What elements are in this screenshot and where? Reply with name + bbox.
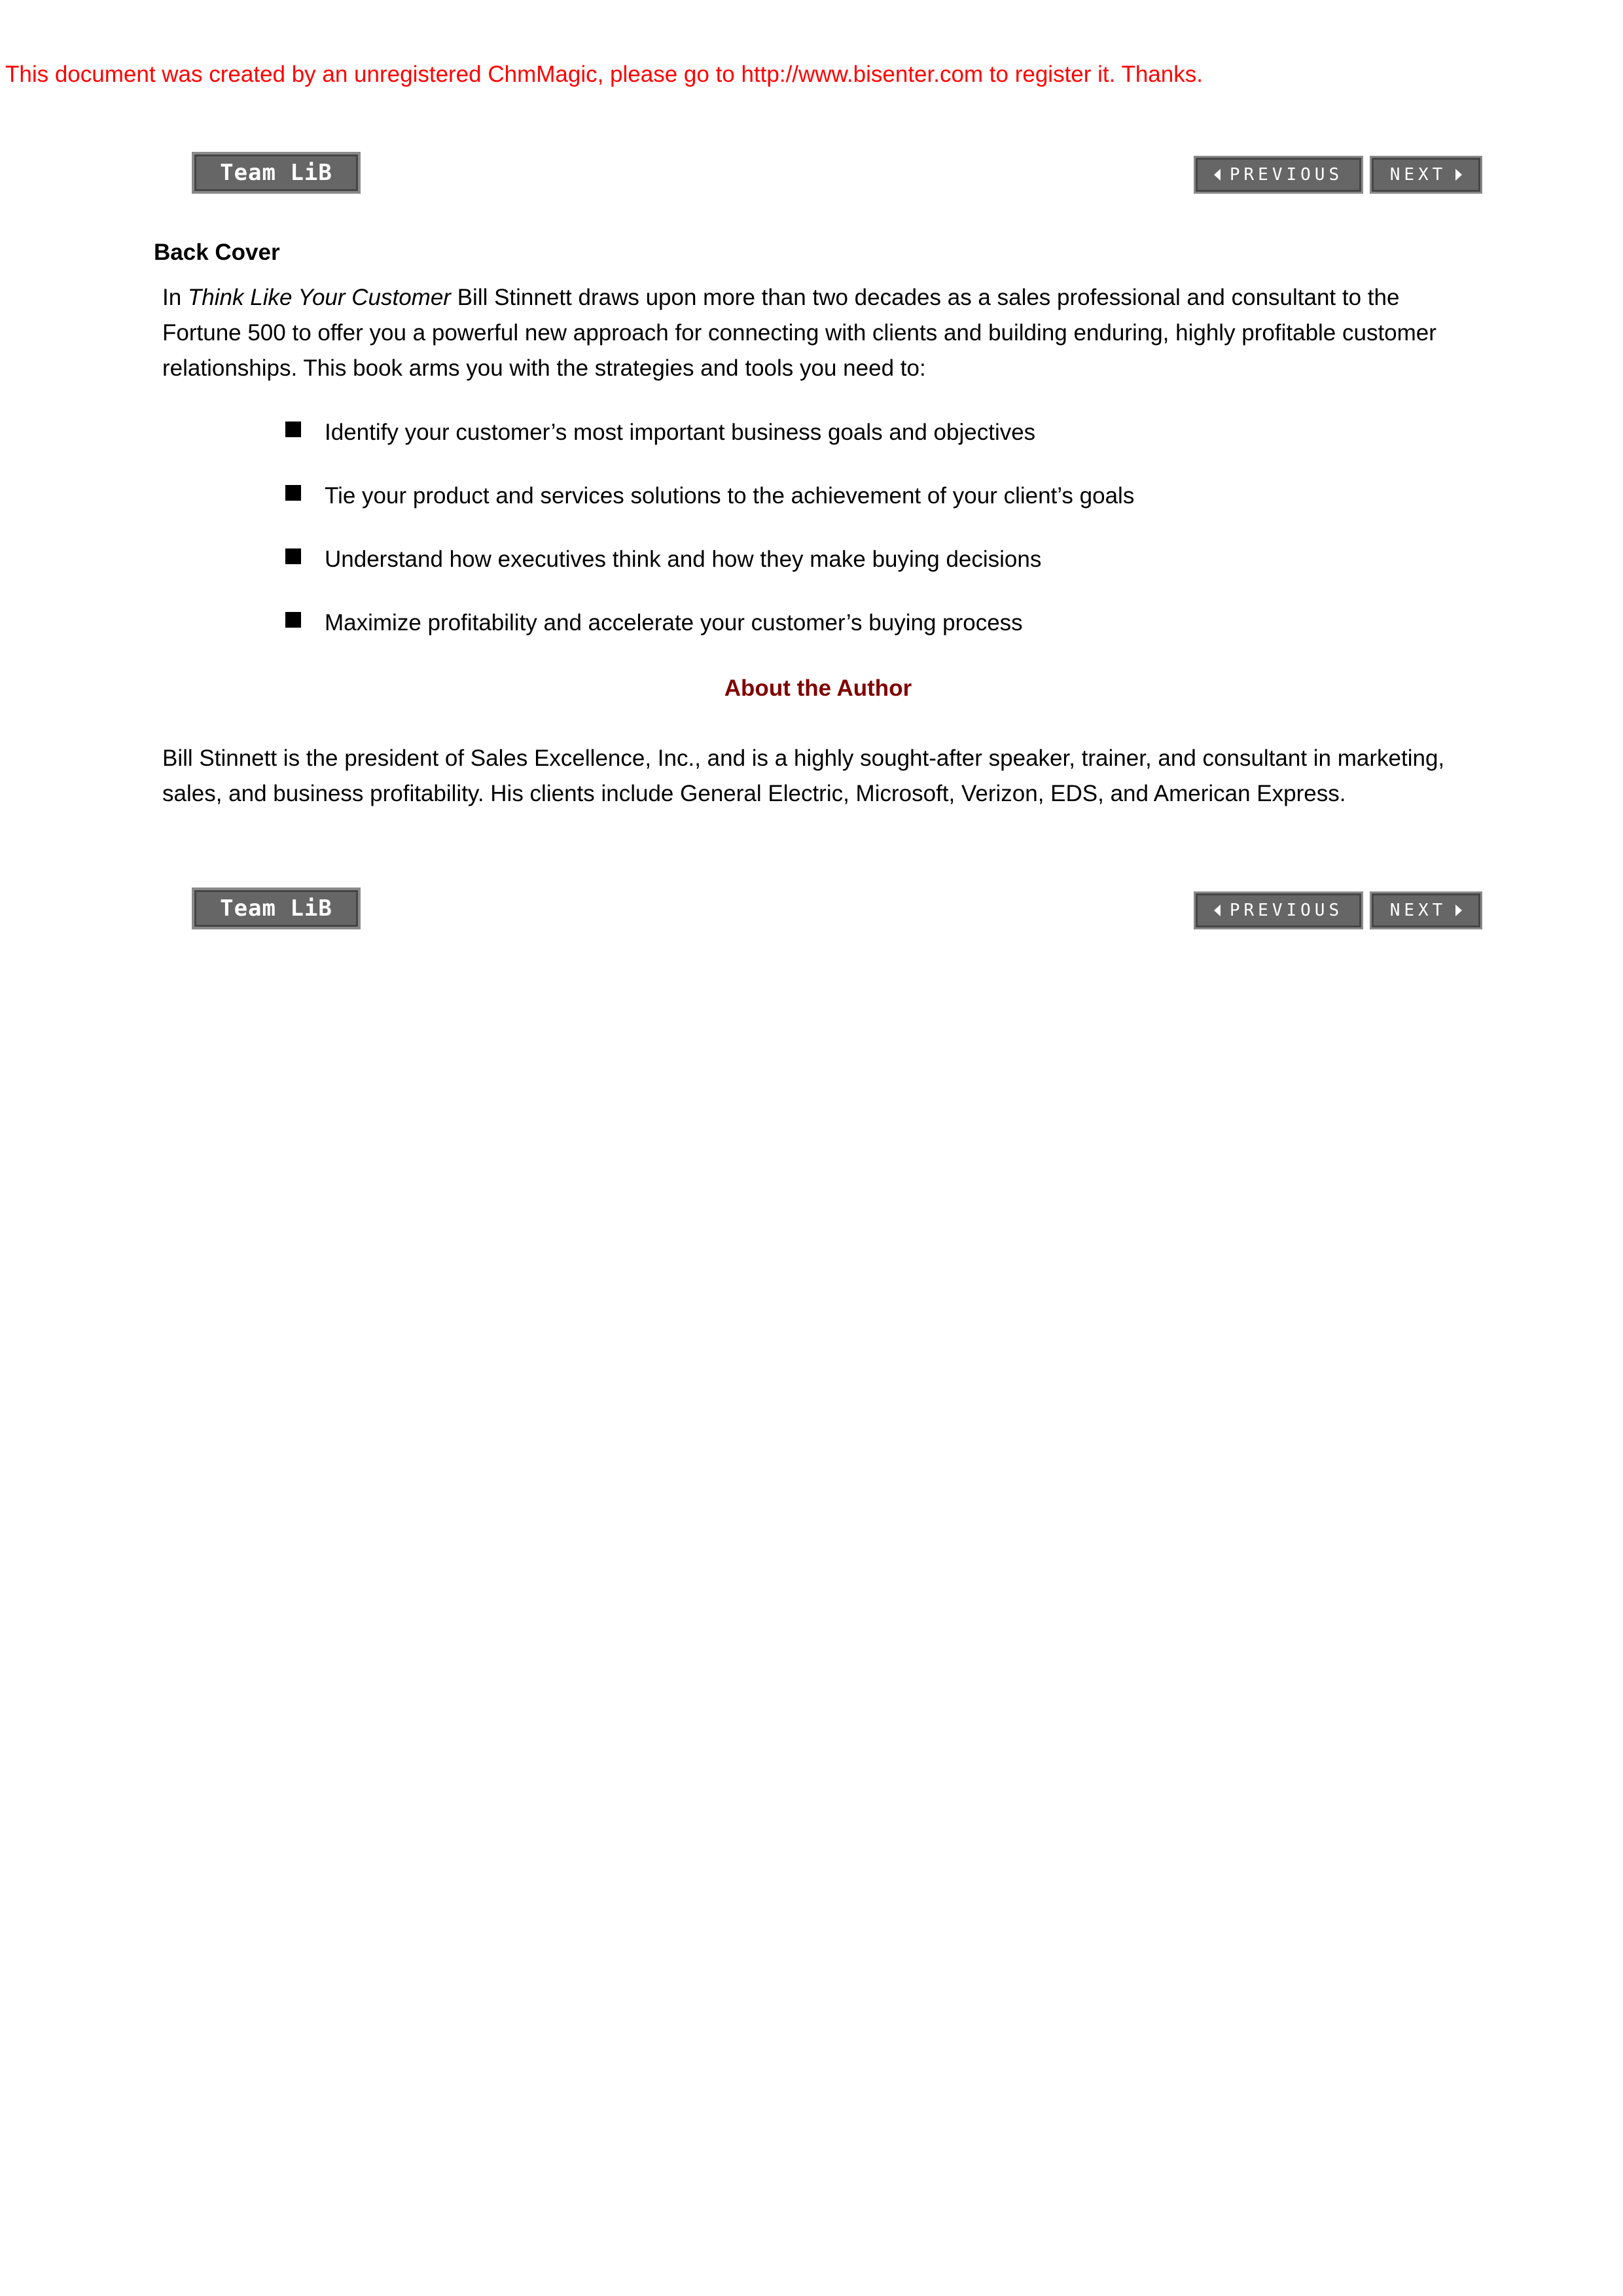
list-item-text: Understand how executives think and how they make buying decisions <box>325 547 1042 572</box>
list-item-text: Identify your customer’s most important business goals and objectives <box>325 420 1036 445</box>
next-button[interactable] <box>1370 156 1482 194</box>
square-bullet-icon <box>285 548 301 564</box>
next-label: NEXT <box>1389 901 1447 920</box>
about-author-heading-text: About the Author <box>724 675 912 701</box>
square-bullet-icon <box>285 422 301 437</box>
previous-button[interactable] <box>1194 156 1363 194</box>
next-button[interactable] <box>1370 891 1482 929</box>
arrow-right-icon <box>1455 169 1462 181</box>
previous-label: PREVIOUS <box>1229 165 1344 185</box>
book-title: Think Like Your Customer <box>187 285 451 310</box>
list-item-text: Maximize profitability and accelerate your customer’s buying process <box>325 610 1023 636</box>
previous-button[interactable] <box>1194 891 1363 929</box>
list-item-text: Tie your product and services solutions to the achievement of your client’s goals <box>325 483 1135 509</box>
square-bullet-icon <box>285 485 301 501</box>
arrow-left-icon <box>1214 169 1221 181</box>
top-navigation-bar <box>192 152 1482 194</box>
next-label: NEXT <box>1389 165 1447 185</box>
list-item <box>285 478 1134 542</box>
arrow-right-icon <box>1455 905 1462 916</box>
team-lib-button[interactable]: Team LiB <box>192 152 361 194</box>
back-cover-intro <box>162 280 1471 386</box>
benefits-list <box>285 415 1134 669</box>
unregistered-watermark: This document was created by an unregistered ChmMagic, please go to http://www.bisenter.com to register it. Thanks. <box>5 62 1203 87</box>
about-author-heading <box>0 675 1623 702</box>
list-item <box>285 542 1134 605</box>
square-bullet-icon <box>285 612 301 628</box>
previous-label: PREVIOUS <box>1229 901 1344 920</box>
page-navigation <box>1194 891 1482 929</box>
list-item <box>285 605 1134 669</box>
intro-text: Bill Stinnett draws upon more than two decades as a sales professional and consultant to the Fortune 500 to offer you a powerful new approach for connecting with clients and building enduring, highly profitable customer relationships. This book arms you with the strategies and tools you need to: <box>162 285 1436 381</box>
bottom-navigation-bar <box>192 888 1482 929</box>
arrow-left-icon <box>1214 905 1221 916</box>
page-navigation <box>1194 156 1482 194</box>
list-item <box>285 415 1134 478</box>
about-author-text: Bill Stinnett is the president of Sales Excellence, Inc., and is a highly sought-after speaker, trainer, and consultant in marketing, sales, and business profitability. His clients include General Electric, Microsoft, Verizon, EDS, and American Express. <box>162 745 1445 806</box>
intro-prefix: In <box>162 285 188 310</box>
back-cover-title: Back Cover <box>154 240 280 265</box>
team-lib-button[interactable]: Team LiB <box>192 888 361 929</box>
